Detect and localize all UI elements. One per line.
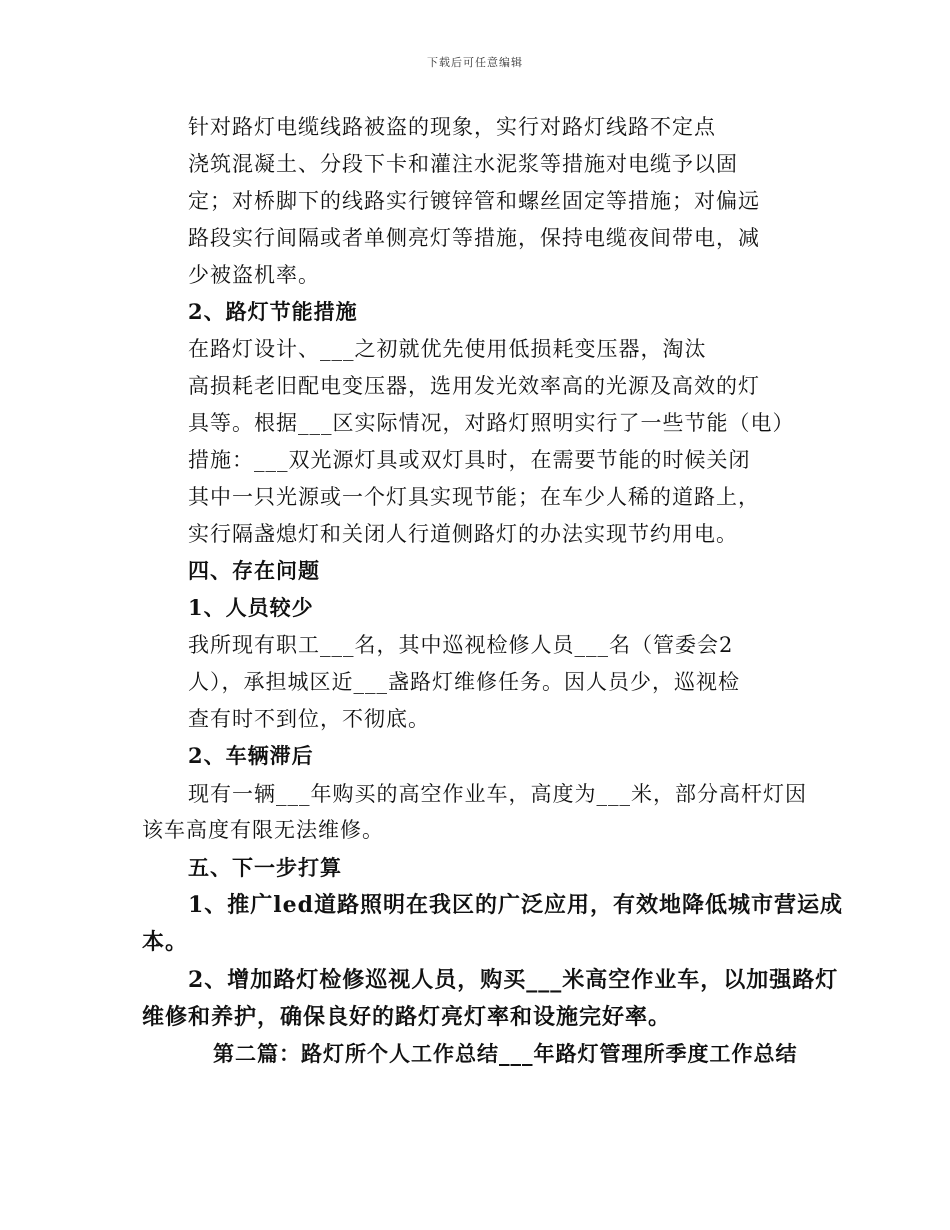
plan-item: 本。 (142, 929, 189, 955)
body-line: 浇筑混凝土、分段下卡和灌注水泥浆等措施对电缆予以固 (188, 152, 738, 176)
section-heading: 五、下一步打算 (188, 855, 342, 880)
body-line: 在路灯设计、___之初就优先使用低损耗变压器，淘汰 (188, 337, 707, 361)
page-header: 下载后可任意编辑 (427, 56, 523, 69)
body-line: 少被盗机率。 (188, 263, 320, 287)
section-heading: 四、存在问题 (188, 558, 320, 583)
chapter-title: 第二篇：路灯所个人工作总结___年路灯管理所季度工作总结 (213, 1041, 798, 1066)
body-line: 其中一只光源或一个灯具实现节能；在车少人稀的道路上， (188, 485, 760, 509)
body-line: 我所现有职工___名，其中巡视检修人员___名（管委会2 (188, 633, 734, 657)
plan-item: 维修和养护，确保良好的路灯亮灯率和设施完好率。 (142, 1004, 672, 1030)
body-line: 实行隔盏熄灯和关闭人行道侧路灯的办法实现节约用电。 (188, 522, 738, 546)
section-heading: 2、路灯节能措施 (188, 299, 358, 324)
section-heading: 2、车辆滞后 (188, 743, 314, 768)
body-line: 措施：___双光源灯具或双灯具时，在需要节能的时候关闭 (188, 448, 751, 472)
body-line: 具等。根据___区实际情况，对路灯照明实行了一些节能（电） (188, 411, 795, 435)
body-line: 路段实行间隔或者单侧亮灯等措施，保持电缆夜间带电，减 (188, 226, 760, 250)
body-line: 查有时不到位，不彻底。 (188, 707, 430, 731)
body-line: 高损耗老旧配电变压器，选用发光效率高的光源及高效的灯 (188, 374, 760, 398)
body-line: 针对路灯电缆线路被盗的现象，实行对路灯线路不定点 (188, 115, 716, 139)
body-line: 该车高度有限无法维修。 (142, 818, 384, 842)
body-line: 现有一辆___年购买的高空作业车，高度为___米，部分高杆灯因 (188, 782, 807, 806)
body-line: 定；对桥脚下的线路实行镀锌管和螺丝固定等措施；对偏远 (188, 189, 760, 213)
section-heading: 1、人员较少 (188, 595, 314, 620)
plan-item: 2、增加路灯检修巡视人员，购买___米高空作业车，以加强路灯 (188, 967, 839, 993)
plan-item: 1、推广led道路照明在我区的广泛应用，有效地降低城市营运成 (188, 892, 844, 918)
body-line: 人），承担城区近___盏路灯维修任务。因人员少，巡视检 (188, 670, 740, 694)
